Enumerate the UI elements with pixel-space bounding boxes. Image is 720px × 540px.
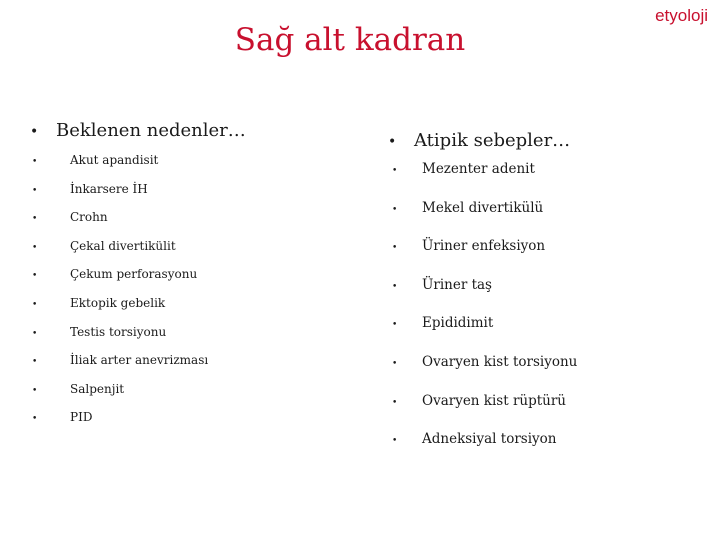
bullet-icon: • bbox=[392, 397, 398, 408]
heading-label: Beklenen nedenler… bbox=[56, 120, 246, 141]
bullet-icon: • bbox=[30, 124, 39, 140]
bullet-icon: • bbox=[32, 185, 38, 196]
slide-title: Sağ alt kadran bbox=[234, 22, 466, 58]
list-item bbox=[30, 267, 350, 296]
bullet-icon: • bbox=[32, 242, 38, 253]
list-item bbox=[30, 353, 350, 382]
list-item-label: Epididimit bbox=[422, 315, 494, 332]
section-tag: etyoloji bbox=[655, 6, 708, 25]
list-item bbox=[388, 393, 708, 432]
list-item-label: Ektopik gebelik bbox=[70, 295, 166, 310]
list-item-label: Ovaryen kist rüptürü bbox=[422, 392, 566, 409]
list-item-label: Crohn bbox=[70, 210, 108, 225]
list-item bbox=[30, 325, 350, 354]
atypical-causes-column bbox=[388, 130, 708, 470]
list-item bbox=[388, 315, 708, 354]
bullet-icon: • bbox=[32, 357, 38, 368]
list-item-label: Mekel divertikülü bbox=[422, 199, 544, 216]
list-item bbox=[388, 431, 708, 470]
list-item bbox=[30, 410, 350, 439]
list-item bbox=[30, 210, 350, 239]
list-item bbox=[388, 200, 708, 239]
list-item-label: Akut apandisit bbox=[70, 153, 159, 167]
heading-label: Atipik sebepler… bbox=[414, 130, 571, 151]
list-item-label: Ovaryen kist torsiyonu bbox=[422, 353, 578, 370]
list-item bbox=[388, 277, 708, 316]
bullet-icon: • bbox=[32, 414, 38, 425]
list-item bbox=[30, 182, 350, 211]
list-item-label: Salpenjit bbox=[70, 381, 125, 396]
bullet-icon: • bbox=[392, 358, 398, 369]
bullet-icon: • bbox=[32, 299, 38, 310]
expected-causes-column bbox=[30, 120, 350, 439]
list-item-label: İnkarsere İH bbox=[70, 181, 148, 196]
list-item bbox=[30, 382, 350, 411]
bullet-icon: • bbox=[32, 271, 38, 282]
list-item-label: Çekum perforasyonu bbox=[70, 267, 198, 282]
bullet-icon: • bbox=[392, 204, 398, 215]
bullet-icon: • bbox=[392, 166, 398, 176]
list-item bbox=[388, 354, 708, 393]
list-item-label: Çekal divertikülit bbox=[70, 238, 176, 253]
list-item bbox=[30, 153, 350, 182]
bullet-icon: • bbox=[392, 281, 398, 292]
list-item bbox=[30, 239, 350, 268]
list-item bbox=[388, 161, 708, 200]
bullet-icon: • bbox=[392, 320, 398, 331]
bullet-icon: • bbox=[32, 157, 38, 167]
list-item bbox=[388, 238, 708, 277]
bullet-icon: • bbox=[392, 243, 398, 254]
list-item-label: PID bbox=[70, 410, 93, 425]
bullet-icon: • bbox=[392, 436, 398, 447]
bullet-icon: • bbox=[32, 214, 38, 225]
atypical-causes-heading bbox=[388, 130, 708, 151]
bullet-icon: • bbox=[32, 328, 38, 339]
list-item-label: Mezenter adenit bbox=[422, 161, 535, 177]
list-item-label: İliak arter anevrizması bbox=[70, 353, 209, 368]
list-item-label: Testis torsiyonu bbox=[70, 324, 167, 339]
bullet-icon: • bbox=[32, 385, 38, 396]
list-item-label: Üriner taş bbox=[422, 276, 492, 293]
list-item bbox=[30, 296, 350, 325]
list-item-label: Adneksiyal torsiyon bbox=[422, 431, 557, 448]
list-item-label: Üriner enfeksiyon bbox=[422, 238, 546, 255]
bullet-icon: • bbox=[388, 134, 397, 150]
expected-causes-heading bbox=[30, 120, 350, 141]
